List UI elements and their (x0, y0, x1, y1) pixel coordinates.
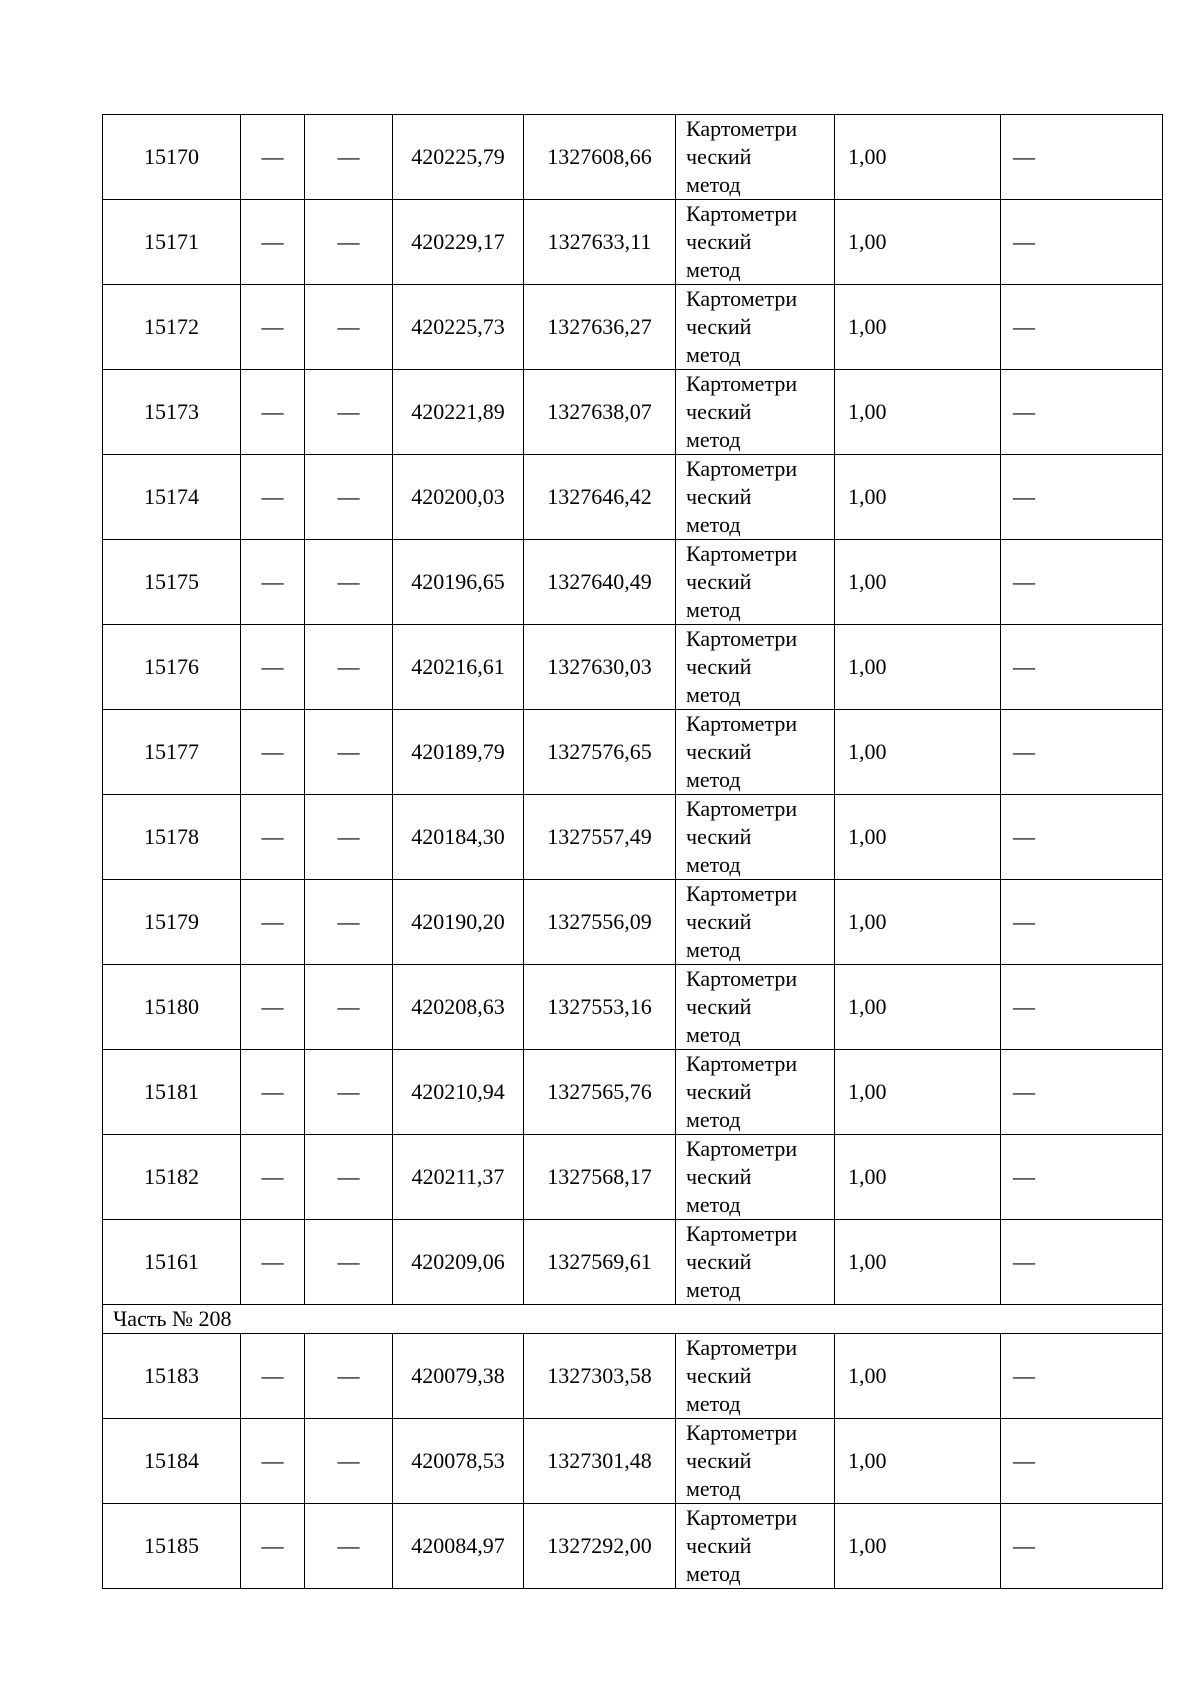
y-coordinate-cell: 1327565,76 (524, 1050, 676, 1135)
x-coordinate-cell: 420196,65 (393, 540, 524, 625)
method-cell (676, 710, 835, 795)
point-number-cell: 15179 (103, 880, 241, 965)
point-number-cell: 15176 (103, 625, 241, 710)
empty-dash-cell: — (241, 625, 305, 710)
precision-cell: 1,00 (835, 1220, 1001, 1305)
method-text: Картометри ческий метод (686, 1221, 798, 1302)
description-cell: — (1001, 625, 1163, 710)
empty-dash-cell: — (305, 710, 393, 795)
method-cell (676, 965, 835, 1050)
description-cell: — (1001, 1135, 1163, 1220)
point-number-cell: 15177 (103, 710, 241, 795)
y-coordinate-cell: 1327568,17 (524, 1135, 676, 1220)
method-cell (676, 285, 835, 370)
description-cell: — (1001, 1504, 1163, 1589)
y-coordinate-cell: 1327638,07 (524, 370, 676, 455)
table-row (103, 200, 1163, 285)
x-coordinate-cell: 420210,94 (393, 1050, 524, 1135)
empty-dash-cell: — (305, 370, 393, 455)
precision-cell: 1,00 (835, 710, 1001, 795)
description-cell: — (1001, 540, 1163, 625)
method-text: Картометри ческий метод (686, 1505, 798, 1586)
y-coordinate-cell: 1327640,49 (524, 540, 676, 625)
x-coordinate-cell: 420225,79 (393, 115, 524, 200)
point-number-cell: 15178 (103, 795, 241, 880)
table-row (103, 1135, 1163, 1220)
point-number-cell: 15173 (103, 370, 241, 455)
y-coordinate-cell: 1327633,11 (524, 200, 676, 285)
empty-dash-cell: — (305, 880, 393, 965)
precision-cell: 1,00 (835, 370, 1001, 455)
precision-cell: 1,00 (835, 285, 1001, 370)
table-row (103, 880, 1163, 965)
empty-dash-cell: — (241, 795, 305, 880)
y-coordinate-cell: 1327646,42 (524, 455, 676, 540)
method-text: Картометри ческий метод (686, 711, 798, 792)
method-text: Картометри ческий метод (686, 1051, 798, 1132)
empty-dash-cell: — (241, 115, 305, 200)
description-cell: — (1001, 795, 1163, 880)
precision-cell: 1,00 (835, 1504, 1001, 1589)
precision-cell: 1,00 (835, 455, 1001, 540)
table-row (103, 710, 1163, 795)
empty-dash-cell: — (305, 285, 393, 370)
method-cell (676, 1504, 835, 1589)
method-text: Картометри ческий метод (686, 116, 798, 197)
table-row (103, 1504, 1163, 1589)
x-coordinate-cell: 420190,20 (393, 880, 524, 965)
point-number-cell: 15181 (103, 1050, 241, 1135)
x-coordinate-cell: 420211,37 (393, 1135, 524, 1220)
point-number-cell: 15172 (103, 285, 241, 370)
x-coordinate-cell: 420208,63 (393, 965, 524, 1050)
method-cell (676, 370, 835, 455)
precision-cell: 1,00 (835, 540, 1001, 625)
point-number-cell: 15182 (103, 1135, 241, 1220)
empty-dash-cell: — (241, 1050, 305, 1135)
y-coordinate-cell: 1327636,27 (524, 285, 676, 370)
description-cell: — (1001, 1220, 1163, 1305)
method-text: Картометри ческий метод (686, 626, 798, 707)
precision-cell: 1,00 (835, 1334, 1001, 1419)
empty-dash-cell: — (241, 455, 305, 540)
x-coordinate-cell: 420209,06 (393, 1220, 524, 1305)
precision-cell: 1,00 (835, 795, 1001, 880)
method-text: Картометри ческий метод (686, 966, 798, 1047)
y-coordinate-cell: 1327608,66 (524, 115, 676, 200)
x-coordinate-cell: 420079,38 (393, 1334, 524, 1419)
method-cell (676, 1050, 835, 1135)
empty-dash-cell: — (241, 1220, 305, 1305)
description-cell: — (1001, 710, 1163, 795)
point-number-cell: 15171 (103, 200, 241, 285)
table-row (103, 1220, 1163, 1305)
precision-cell: 1,00 (835, 1050, 1001, 1135)
description-cell: — (1001, 1050, 1163, 1135)
method-cell (676, 455, 835, 540)
point-number-cell: 15184 (103, 1419, 241, 1504)
description-cell: — (1001, 115, 1163, 200)
empty-dash-cell: — (305, 965, 393, 1050)
y-coordinate-cell: 1327303,58 (524, 1334, 676, 1419)
y-coordinate-cell: 1327292,00 (524, 1504, 676, 1589)
point-number-cell: 15175 (103, 540, 241, 625)
empty-dash-cell: — (241, 200, 305, 285)
point-number-cell: 15183 (103, 1334, 241, 1419)
method-text: Картометри ческий метод (686, 796, 798, 877)
empty-dash-cell: — (241, 370, 305, 455)
precision-cell: 1,00 (835, 1419, 1001, 1504)
section-header-row (103, 1305, 1163, 1334)
table-row (103, 285, 1163, 370)
method-cell (676, 540, 835, 625)
method-cell (676, 880, 835, 965)
empty-dash-cell: — (241, 710, 305, 795)
method-cell (676, 115, 835, 200)
y-coordinate-cell: 1327553,16 (524, 965, 676, 1050)
precision-cell: 1,00 (835, 1135, 1001, 1220)
table-row (103, 455, 1163, 540)
section-label: Часть № 208 (103, 1305, 1163, 1334)
method-text: Картометри ческий метод (686, 541, 798, 622)
y-coordinate-cell: 1327630,03 (524, 625, 676, 710)
x-coordinate-cell: 420078,53 (393, 1419, 524, 1504)
empty-dash-cell: — (305, 115, 393, 200)
description-cell: — (1001, 370, 1163, 455)
method-text: Картометри ческий метод (686, 286, 798, 367)
empty-dash-cell: — (241, 285, 305, 370)
description-cell: — (1001, 880, 1163, 965)
y-coordinate-cell: 1327557,49 (524, 795, 676, 880)
y-coordinate-cell: 1327576,65 (524, 710, 676, 795)
method-text: Картометри ческий метод (686, 201, 798, 282)
description-cell: — (1001, 200, 1163, 285)
empty-dash-cell: — (305, 455, 393, 540)
table-row (103, 370, 1163, 455)
coordinates-table (102, 114, 1163, 1589)
precision-cell: 1,00 (835, 625, 1001, 710)
table-row (103, 1050, 1163, 1135)
method-cell (676, 1135, 835, 1220)
x-coordinate-cell: 420184,30 (393, 795, 524, 880)
empty-dash-cell: — (241, 1504, 305, 1589)
method-text: Картометри ческий метод (686, 881, 798, 962)
x-coordinate-cell: 420084,97 (393, 1504, 524, 1589)
empty-dash-cell: — (241, 880, 305, 965)
description-cell: — (1001, 1334, 1163, 1419)
method-text: Картометри ческий метод (686, 1335, 798, 1416)
precision-cell: 1,00 (835, 115, 1001, 200)
empty-dash-cell: — (305, 795, 393, 880)
empty-dash-cell: — (305, 200, 393, 285)
table-row (103, 625, 1163, 710)
method-text: Картометри ческий метод (686, 456, 798, 537)
y-coordinate-cell: 1327556,09 (524, 880, 676, 965)
empty-dash-cell: — (305, 1050, 393, 1135)
method-text: Картометри ческий метод (686, 1420, 798, 1501)
point-number-cell: 15170 (103, 115, 241, 200)
empty-dash-cell: — (241, 1334, 305, 1419)
empty-dash-cell: — (241, 965, 305, 1050)
y-coordinate-cell: 1327301,48 (524, 1419, 676, 1504)
description-cell: — (1001, 455, 1163, 540)
method-cell (676, 200, 835, 285)
description-cell: — (1001, 285, 1163, 370)
table-row (103, 965, 1163, 1050)
precision-cell: 1,00 (835, 200, 1001, 285)
table-row (103, 540, 1163, 625)
precision-cell: 1,00 (835, 880, 1001, 965)
precision-cell: 1,00 (835, 965, 1001, 1050)
empty-dash-cell: — (305, 1504, 393, 1589)
table-body (103, 115, 1163, 1589)
table-row (103, 795, 1163, 880)
x-coordinate-cell: 420225,73 (393, 285, 524, 370)
method-cell (676, 795, 835, 880)
empty-dash-cell: — (241, 540, 305, 625)
method-text: Картометри ческий метод (686, 371, 798, 452)
y-coordinate-cell: 1327569,61 (524, 1220, 676, 1305)
method-text: Картометри ческий метод (686, 1136, 798, 1217)
empty-dash-cell: — (305, 625, 393, 710)
x-coordinate-cell: 420189,79 (393, 710, 524, 795)
empty-dash-cell: — (305, 1334, 393, 1419)
empty-dash-cell: — (305, 540, 393, 625)
point-number-cell: 15174 (103, 455, 241, 540)
point-number-cell: 15161 (103, 1220, 241, 1305)
x-coordinate-cell: 420229,17 (393, 200, 524, 285)
point-number-cell: 15180 (103, 965, 241, 1050)
method-cell (676, 1334, 835, 1419)
description-cell: — (1001, 965, 1163, 1050)
method-cell (676, 1220, 835, 1305)
x-coordinate-cell: 420221,89 (393, 370, 524, 455)
method-cell (676, 625, 835, 710)
table-row (103, 1419, 1163, 1504)
table-row (103, 115, 1163, 200)
empty-dash-cell: — (241, 1419, 305, 1504)
x-coordinate-cell: 420216,61 (393, 625, 524, 710)
empty-dash-cell: — (305, 1220, 393, 1305)
method-cell (676, 1419, 835, 1504)
empty-dash-cell: — (241, 1135, 305, 1220)
point-number-cell: 15185 (103, 1504, 241, 1589)
x-coordinate-cell: 420200,03 (393, 455, 524, 540)
empty-dash-cell: — (305, 1419, 393, 1504)
description-cell: — (1001, 1419, 1163, 1504)
table-row (103, 1334, 1163, 1419)
empty-dash-cell: — (305, 1135, 393, 1220)
